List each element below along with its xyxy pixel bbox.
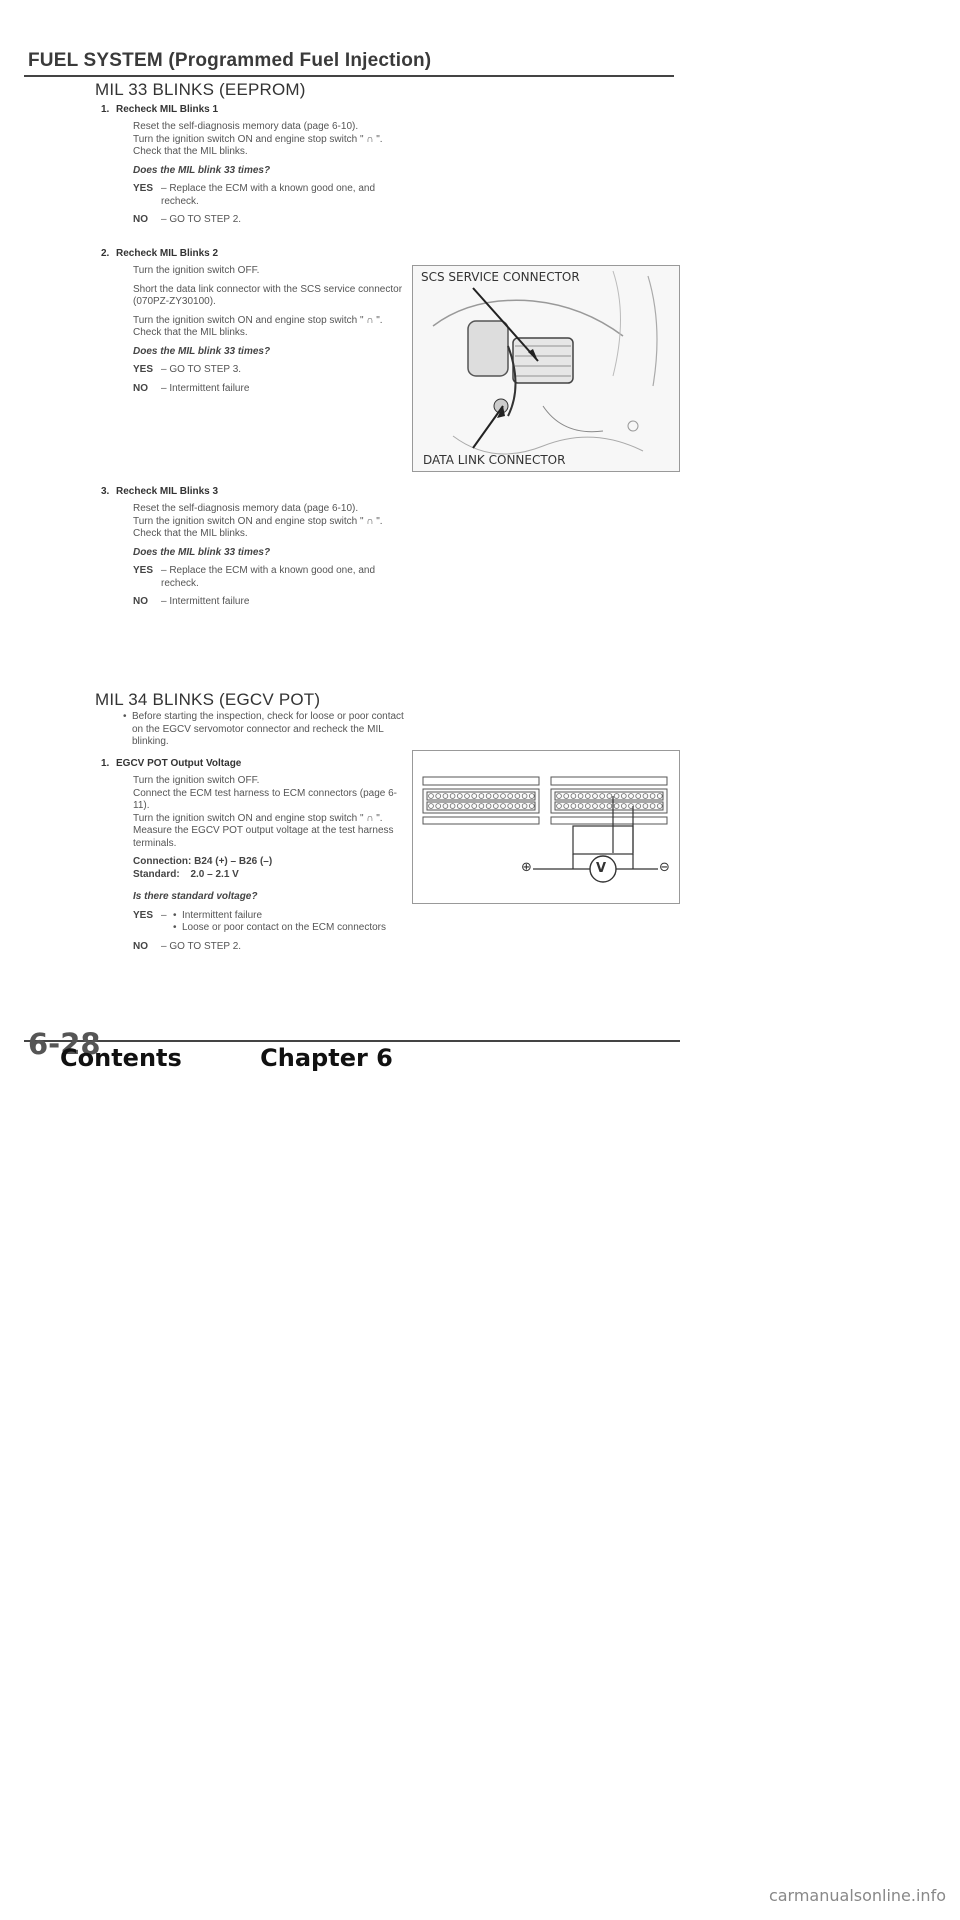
section-intro [116, 711, 406, 755]
instruction: Turn the ignition switch OFF. [133, 265, 260, 276]
connector-right [551, 777, 667, 824]
instruction: Turn the ignition switch ON and engine stop switch " ∩ ". Check that the MIL blinks. [133, 314, 383, 338]
section-title: MIL 33 BLINKS (EEPROM) [95, 80, 306, 99]
section-title: MIL 34 BLINKS (EGCV POT) [95, 690, 321, 709]
step-2-block [101, 248, 406, 401]
watermark: carmanualsonline.info [768, 1886, 946, 1905]
question: Is there standard voltage? [133, 891, 258, 902]
answer-no: NO – GO TO STEP 2. [133, 214, 242, 225]
step-heading: 1. Recheck MIL Blinks 1 [101, 104, 219, 115]
question: Does the MIL blink 33 times? [133, 164, 271, 176]
footer-rule [24, 1040, 680, 1042]
answer-yes: YES – GO TO STEP 3. [133, 364, 242, 375]
contents-link[interactable]: Contents [60, 1044, 182, 1072]
section-mil-34 [95, 690, 425, 710]
page-header-title: FUEL SYSTEM (Programmed Fuel Injection) [28, 50, 432, 71]
instruction: Turn the ignition switch OFF. Connect the ECM test harness to ECM connectors (page 6-11). Turn the ignition switch ON and engine stop switch " ∩ ". Measure the EGCV POT output voltage at the test harness terminals. [133, 775, 398, 849]
instruction: Reset the self-diagnosis memory data (page 6-10). Turn the ignition switch ON and engine stop switch " ∩ ". Check that the MIL blinks. [133, 121, 383, 157]
question: Does the MIL blink 33 times? [133, 345, 271, 357]
answer-yes: YES – Replace the ECM with a known good one, and recheck. [133, 565, 376, 589]
scs-connector-label: SCS SERVICE CONNECTOR [421, 270, 580, 284]
answer-no: NO – GO TO STEP 2. [133, 940, 242, 952]
step-heading: 3. Recheck MIL Blinks 3 [101, 486, 219, 497]
chapter-link[interactable]: Chapter 6 [260, 1044, 393, 1072]
answer-no: NO – Intermittent failure [133, 382, 250, 394]
instruction: Reset the self-diagnosis memory data (page 6-10). Turn the ignition switch ON and engine stop switch " ∩ ". Check that the MIL blinks. [133, 503, 383, 539]
connector-left [423, 777, 539, 824]
section-mil-33 [95, 80, 415, 100]
spec-block: Connection: B24 (+) – B26 (–) Standard: 2.0 – 2.1 V [133, 856, 273, 880]
egcv-step-1-block [101, 758, 406, 959]
answer-no: NO – Intermittent failure [133, 596, 250, 607]
test-harness-illustration [413, 751, 679, 903]
step-1-block [101, 104, 406, 233]
step-heading: 1. EGCV POT Output Voltage [101, 758, 242, 769]
minus-terminal-icon: ⊖ [659, 860, 670, 875]
plus-terminal-icon: ⊕ [521, 860, 532, 875]
step-heading: 2. Recheck MIL Blinks 2 [101, 248, 219, 259]
data-link-connector-label: DATA LINK CONNECTOR [423, 453, 566, 467]
instruction: Short the data link connector with the SCS service connector (070PZ-ZY30100). [133, 283, 403, 307]
answer-yes: YES – • Intermittent failure • Loose or poor contact on the ECM connectors [133, 910, 406, 935]
step-3-block [101, 486, 406, 615]
connector-illustration [413, 266, 679, 471]
footer-nav [60, 1044, 463, 1072]
answer-yes: YES – Replace the ECM with a known good one, and recheck. [133, 183, 376, 207]
test-harness-figure [412, 750, 680, 904]
intro-bullet: • Before starting the inspection, check for loose or poor contact on the EGCV servomotor connector and recheck the MIL blinking. [123, 711, 406, 749]
header-rule [24, 75, 674, 77]
page-number: 6-28 [28, 1027, 101, 1061]
question: Does the MIL blink 33 times? [133, 546, 271, 558]
connector-photo-figure [412, 265, 680, 472]
voltmeter-label: V [596, 861, 607, 876]
